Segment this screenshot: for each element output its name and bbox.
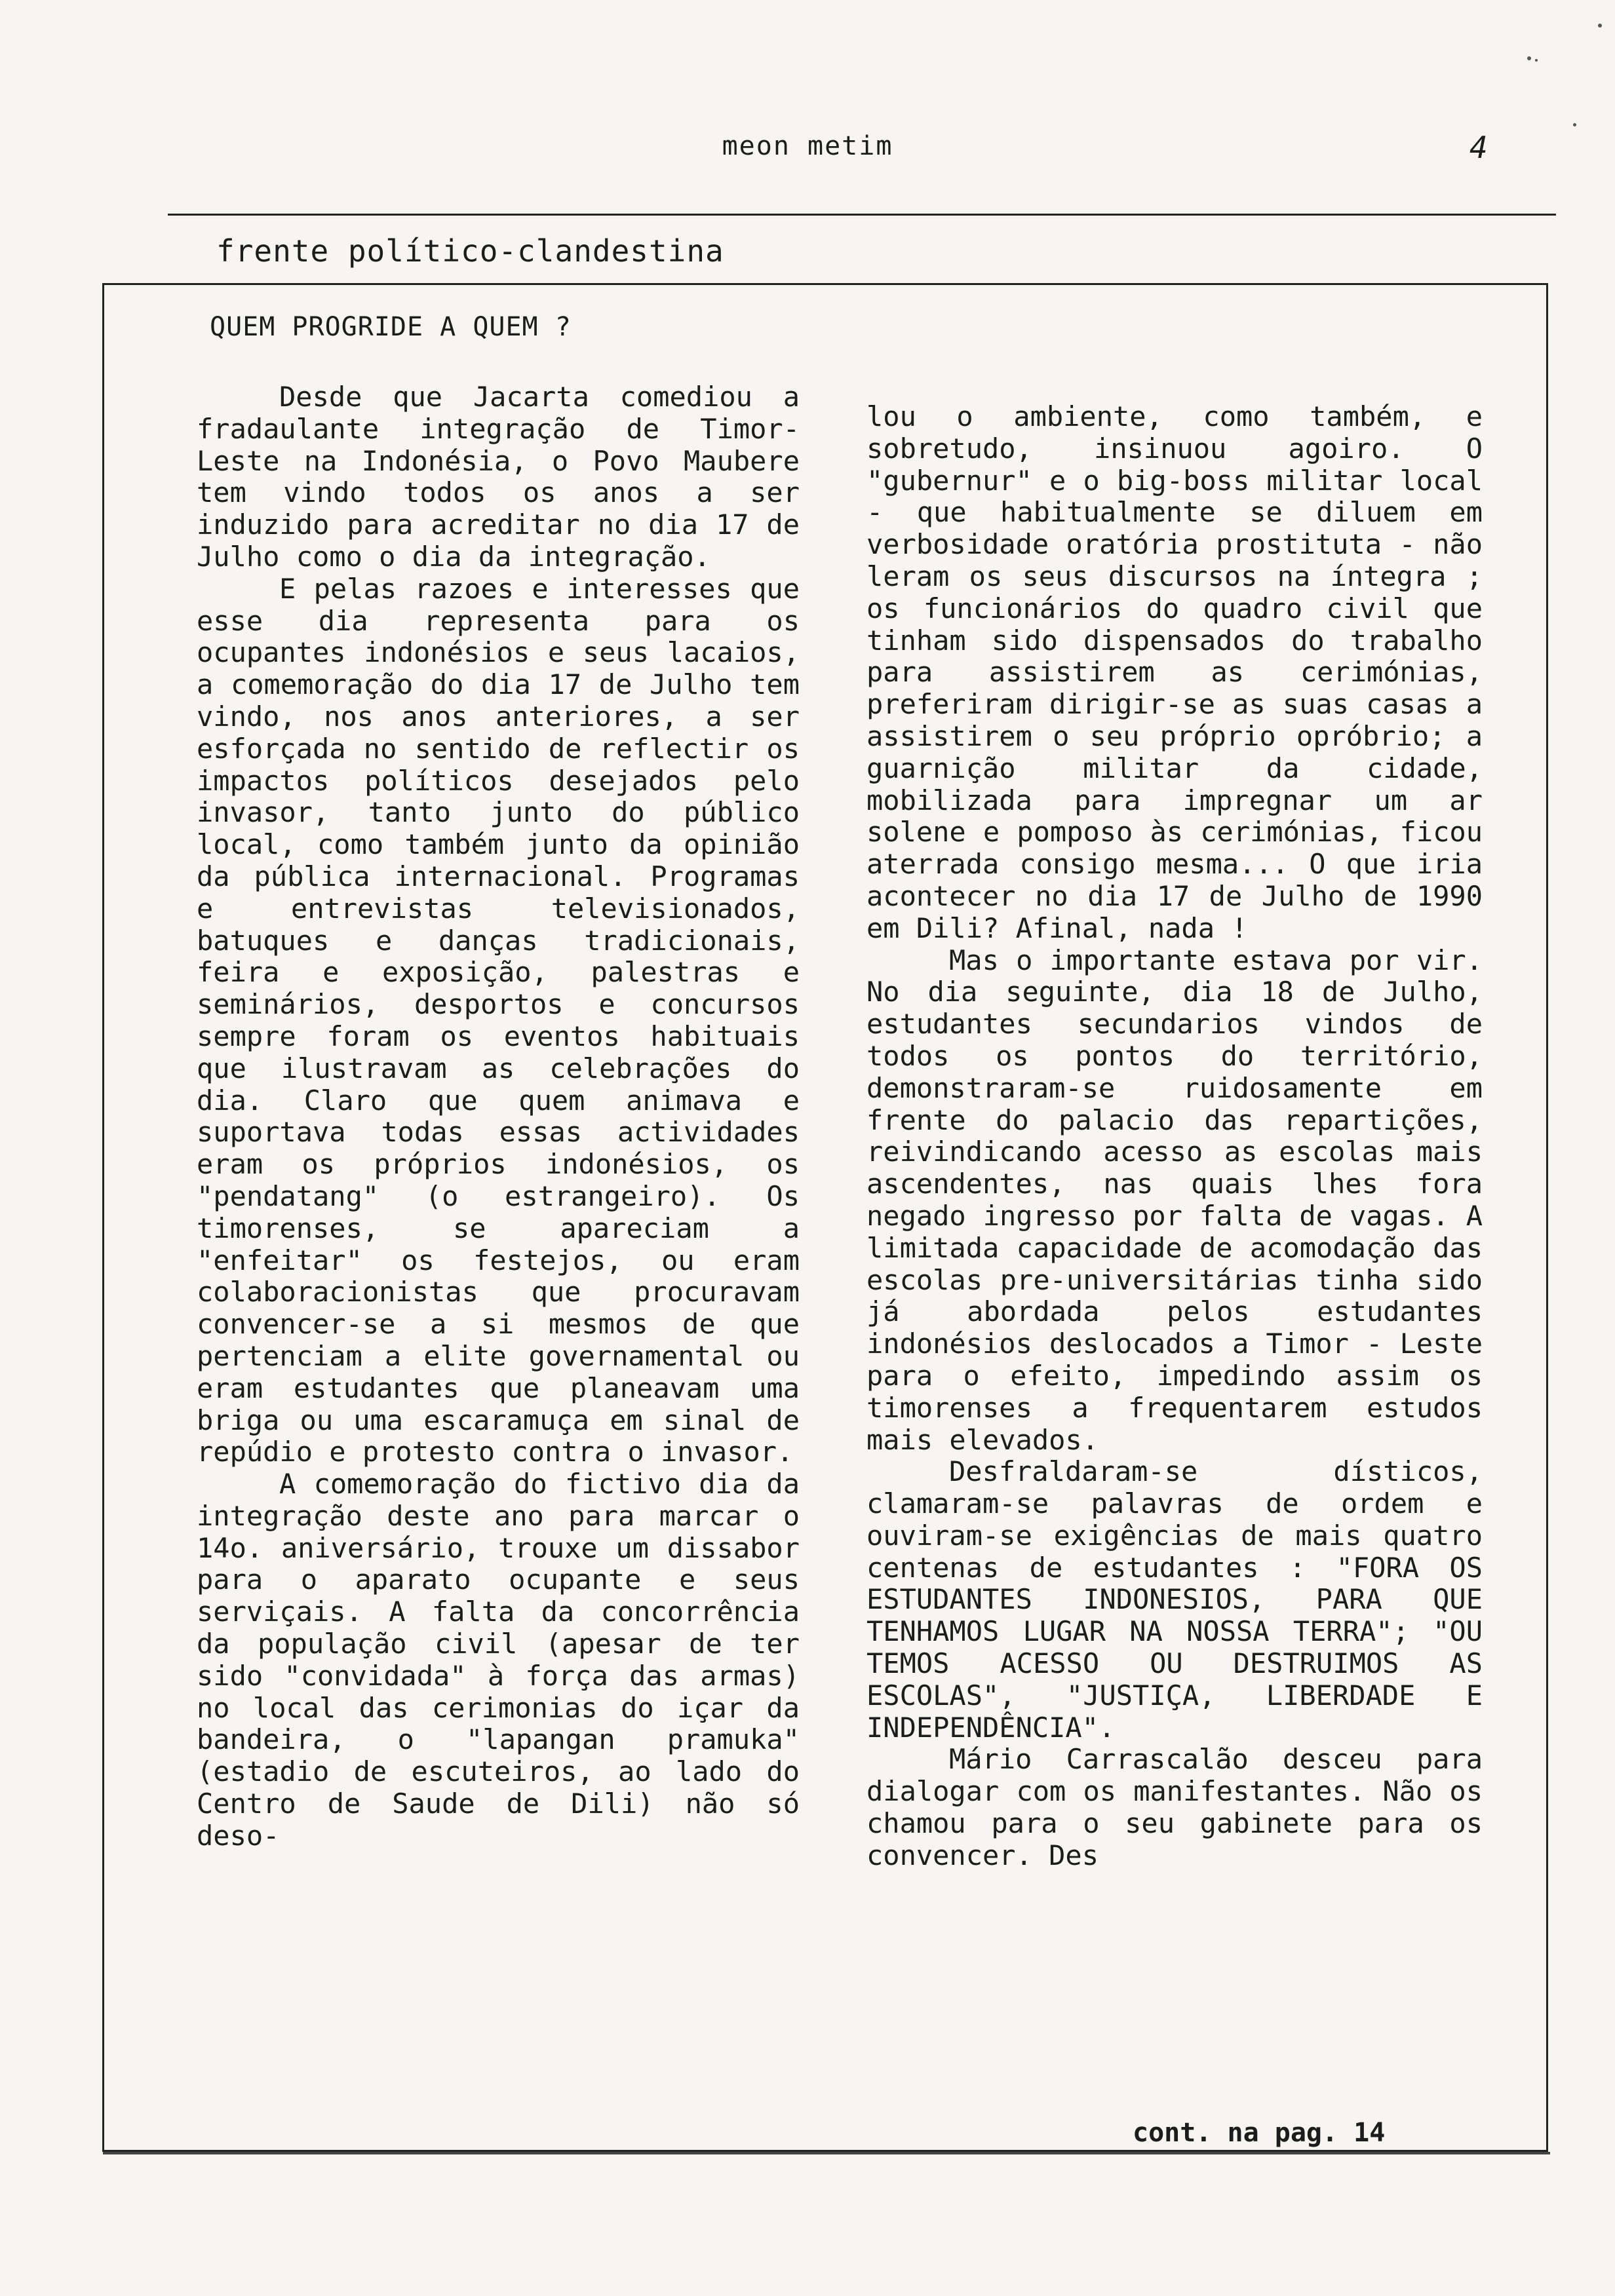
- scan-speck: [1527, 56, 1531, 60]
- scan-speck: [1598, 24, 1602, 28]
- article-title: QUEM PROGRIDE A QUEM ?: [210, 312, 572, 342]
- continued-note: cont. na pag. 14: [1133, 2118, 1386, 2148]
- page-number: 4: [1469, 130, 1488, 165]
- header-divider: [168, 214, 1556, 216]
- paragraph: A comemoração do fictivo dia da integração deste ano para marcar o 14o. aniversário, trouxe um dissabor para o aparato ocupante e seus serviçais. A falta da concorrência da população civil (apesar de ter sido "convidada" à força das armas) no local das cerimonias do içar da bandeira, o "lapangan pramuka" (estadio de escuteiros, ao lado do Centro de Saude de Dili) não só deso-: [197, 1468, 800, 1852]
- paragraph: Mário Carrascalão desceu para dialogar com os manifestantes. Não os chamou para o seu gabinete para os convencer. Des: [866, 1743, 1483, 1871]
- paragraph: Desde que Jacarta comediou a fradaulante integração de Timor-Leste na Indonésia, o Povo Maubere tem vindo todos os anos a ser induzido para acreditar no dia 17 de Julho como o dia da integração.: [197, 381, 800, 573]
- paragraph: Desfraldaram-se dísticos, clamaram-se palavras de ordem e ouviram-se exigências de mais quatro centenas de estudantes : "FORA OS ESTUDANTES INDONESIOS, PARA QUE TENHAMOS LUGAR NA NOSSA TERRA"; "OU TEMOS ACESSO OU DESTRUIMOS AS ESCOLAS", "JUSTIÇA, LIBERDADE E INDEPENDÊNCIA".: [866, 1455, 1483, 1744]
- article-column-left: [197, 381, 800, 1852]
- paragraph: Mas o importante estava por vir. No dia seguinte, dia 18 de Julho, estudantes secundarios vindos de todos os pontos do território, demonstraram-se ruidosamente em frente do palacio das repartições, reivindicando acesso as escolas mais ascendentes, nas quais lhes fora negado ingresso por falta de vagas. A limitada capacidade de acomodação das escolas pre-universitárias tinha sido já abordada pelos estudantes indonésios deslocados a Timor - Leste para o efeito, impedindo assim os timorenses a frequentarem estudos mais elevados.: [866, 944, 1483, 1456]
- scan-speck: [1573, 123, 1576, 126]
- paragraph: E pelas razoes e interesses que esse dia representa para os ocupantes indonésios e seus lacaios, a comemoração do dia 17 de Julho tem vindo, nos anos anteriores, a ser esforçada no sentido de reflectir os impactos políticos desejados pelo invasor, tanto junto do público local, como também junto da opinião da pública internacional. Programas e entrevistas televisionados, batuques e danças tradicionais, feira e exposição, palestras e seminários, desportos e concursos sempre foram os eventos habituais que ilustravam as celebrações do dia. Claro que quem animava e suportava todas essas actividades eram os próprios indonésios, os "pendatang" (o estrangeiro). Os timorenses, se apareciam a "enfeitar" os festejos, ou eram colaboracionistas que procuravam convencer-se a si mesmos de que pertenciam a elite governamental ou eram estudantes que planeavam uma briga ou uma escaramuça em sinal de repúdio e protesto contra o invasor.: [197, 572, 800, 1468]
- article-column-right: [866, 401, 1483, 1872]
- scan-speck: [1535, 59, 1538, 62]
- paragraph: lou o ambiente, como também, e sobretudo, insinuou agoiro. O "gubernur" e o big-boss militar local - que habitualmente se diluem em verbosidade oratória prostituta - não leram os seus discursos na íntegra ; os funcionários do quadro civil que tinham sido dispensados do trabalho para assistirem as cerimónias, preferiram dirigir-se as suas casas a assistirem o seu próprio opróbrio; a guarnição militar da cidade, mobilizada para impregnar um ar solene e pomposo às cerimónias, ficou aterrada consigo mesma... O que iria acontecer no dia 17 de Julho de 1990 em Dili? Afinal, nada !: [866, 400, 1483, 944]
- publication-title: meon metim: [722, 131, 893, 161]
- section-label: frente político-clandestina: [216, 233, 724, 269]
